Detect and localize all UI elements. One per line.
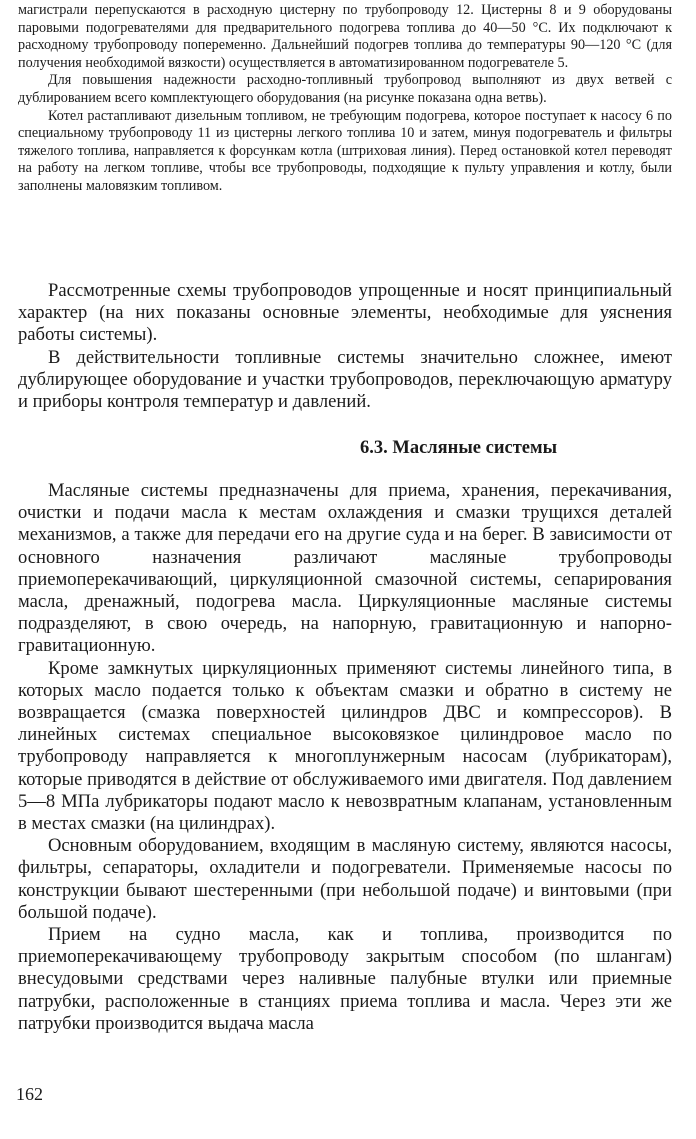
intro-block — [18, 280, 672, 413]
section-heading: 6.3. Масляные системы — [360, 438, 558, 458]
fine-print-block — [18, 2, 672, 196]
page-number: 162 — [16, 1084, 43, 1104]
fine-print-paragraph: магистрали перепускаются в расходную цистерну по трубопроводу 12. Цистерны 8 и 9 оборудованы паровыми подогревателями для предварительного подогрева топлива до 40—50 °С. Их подключают к расходному трубопроводу попеременно. Дальнейший подогрев топлива до температуры 90—120 °С (для получения необходимой вязкости) осуществляется в автоматизированном подогревателе 5. — [18, 2, 672, 71]
body-paragraph: Кроме замкнутых циркуляционных применяют системы линейного типа, в которых масло подается только к объектам смазки и обратно в систему не возвращается (смазка поверхностей цилиндров ДВС и компрессоров). В линейных системах специальное высоковязкое цилиндровое масло по трубопроводу направляется к многоплунжерным насосам (лубрикаторам), которые приводятся в действие от обслуживаемого ими двигателя. Под давлением 5—8 МПа лубрикаторы подают масло к невозвратным клапанам, установленным в местах смазки (на цилиндрах). — [18, 657, 672, 835]
section-body — [18, 480, 672, 1035]
body-paragraph: Рассмотренные схемы трубопроводов упрощенные и носят принципиальный характер (на них показаны основные элементы, необходимые для уяснения работы системы). — [18, 280, 672, 346]
body-paragraph: В действительности топливные системы значительно сложнее, имеют дублирующее оборудование и участки трубопроводов, переключающую арматуру и приборы контроля температур и давлений. — [18, 346, 672, 413]
body-paragraph: Масляные системы предназначены для приема, хранения, перекачивания, очистки и подачи масла к местам охлаждения и смазки трущихся деталей механизмов, а также для передачи его на другие суда и на берег. В зависимости от основного назначения различают масляные трубопроводы приемоперекачивающий, циркуляционной смазочной системы, сепарирования масла, дренажный, подогрева масла. Циркуляционные масляные системы подразделяют, в свою очередь, на напорную, гравитационную и напорно-гравитационную. — [18, 480, 672, 657]
fine-print-paragraph: Котел растапливают дизельным топливом, не требующим подогрева, которое поступает к насосу 6 по специальному трубопроводу 11 из цистерны легкого топлива 10 и затем, минуя подогреватель и фильтры тяжелого топлива, направляется к форсункам котла (штриховая линия). Перед остановкой котел переводят на работу на легком топливе, чтобы все трубопроводы, подходящие к пульту управления и котлу, были заполнены маловязким топливом. — [18, 107, 672, 194]
fine-print-paragraph: Для повышения надежности расходно-топливный трубопровод выполняют из двух ветвей с дублированием всего комплектующего оборудования (на рисунке показана одна ветвь). — [18, 72, 672, 106]
body-paragraph: Основным оборудованием, входящим в масляную систему, являются насосы, фильтры, сепараторы, охладители и подогреватели. Применяемые насосы по конструкции бывают шестеренными (при небольшой подаче) и винтовыми (при большой подаче). — [18, 835, 672, 923]
body-paragraph: Прием на судно масла, как и топлива, производится по приемоперекачивающему трубопроводу закрытым способом (по шлангам) внесудовыми средствами через наливные палубные втулки или приемные патрубки, расположенные в станциях приема топлива и масла. Через эти же патрубки производится выдача масла — [18, 924, 672, 1034]
